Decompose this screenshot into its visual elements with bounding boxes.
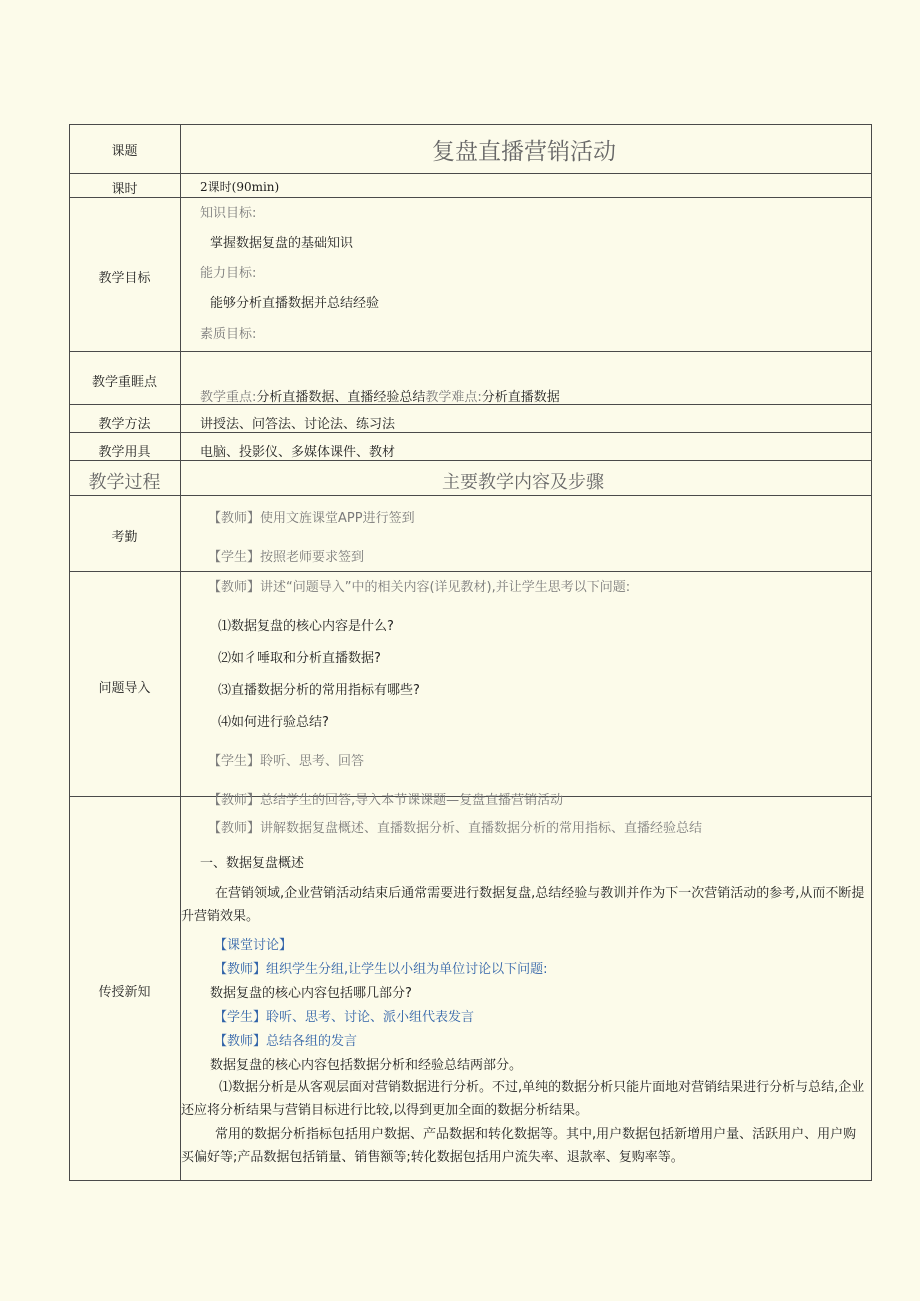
intro-question: ⑷如何进行验总结? [218,715,329,730]
attendance-student: 【学生】按照老师要求签到 [208,550,365,565]
ability-goal-text: 能够分析直播数据并总结经验 [210,296,380,311]
row-divider [69,197,872,198]
intro-question: ⑶直播数据分析的常用指标有哪些? [218,683,420,698]
process-header-left: 教学过程 [88,472,161,493]
intro-label: 问题导入 [98,681,151,696]
key-points-line [200,386,560,405]
topic-label: 课题 [111,144,138,159]
key-points-label: 教学重睚点 [91,375,157,390]
row-divider [69,495,872,496]
nk-teacher-organize: 【教师】组织学生分组,让学生以小组为单位讨论以下问题: [214,962,548,977]
methods-label: 教学方法 [98,417,151,432]
objectives-label: 教学目标 [98,271,151,286]
row-divider [69,173,872,174]
attendance-teacher: 【教师】使用文旌课堂APP进行签到 [208,511,415,526]
row-divider [69,460,872,461]
nk-section-title: 一、数据复盘概述 [200,856,305,871]
row-divider [69,432,872,433]
new-knowledge-label: 传授新知 [98,985,151,1000]
nk-answer: 数据复盘的核心内容包括数据分析和经验总结两部分。 [210,1058,523,1073]
nk-teacher-summary: 【教师】总结各组的发言 [214,1034,358,1049]
intro-question: ⑴数据复盘的核心内容是什么? [218,619,394,634]
methods-value: 讲授法、问答法、讨论法、练习法 [200,417,396,432]
focus-title: 教学重点: [200,390,257,405]
intro-question: ⑵如彳唾取和分析直播数据? [218,651,381,666]
tools-value: 电脑、投影仪、多媒体课件、教材 [200,445,396,460]
difficulty-text: 分析直播数据 [481,390,560,405]
row-divider [69,351,872,352]
intro-content [181,572,871,808]
intro-teacher-summary: 【教师】总结学生的回答,导入本节课课题—复盘直播营销活动 [208,793,564,808]
page-title: 复盘直播营销活动 [432,139,616,165]
tools-label: 教学用具 [98,445,151,460]
lesson-plan-table [69,124,872,1181]
table-border-top [69,124,872,125]
hours-label: 课时 [111,182,138,197]
nk-paragraph-1: 在营销领域,企业营销活动结束后通常需要进行数据复盘,总结经验与教训并作为下一次营销活动的参考,从而不断提升营销效果。 [181,886,865,924]
nk-student: 【学生】聆听、思考、讨论、派小组代表发言 [214,1010,475,1025]
nk-question: 数据复盘的核心内容包括哪几部分? [210,986,412,1001]
quality-goal-title: 素质目标: [200,327,257,342]
table-border-right [871,124,872,1181]
focus-text: 分析直播数据、直播经验总结 [256,390,426,405]
nk-teacher-intro: 【教师】讲解数据复盘概述、直播数据分析、直播数据分析的常用指标、直播经验总结 [208,821,703,836]
nk-paragraph-3: 常用的数据分析指标包括用户数据、产品数据和转化数据等。其中,用户数据包括新增用户量、活跃用户、用户购买偏好等;产品数据包括销量、销售额等;转化数据包括用户流失率、退款率、复购率等。 [181,1127,857,1165]
intro-teacher: 【教师】讲述“问题导入”中的相关内容(详见教材),并让学生思考以下问题: [208,580,631,595]
nk-discussion: 【课堂讨论】 [214,938,293,953]
difficulty-title: 教学难点: [425,390,482,405]
intro-student: 【学生】聆听、思考、回答 [208,754,365,769]
nk-paragraph-2: ⑴数据分析是从客观层面对营销数据进行分析。不过,单纯的数据分析只能片面地对营销结果进行分析与总结,企业还应将分析结果与营销目标进行比较,以得到更加全面的数据分析结果。 [181,1080,865,1118]
table-border-bottom [69,1180,872,1181]
ability-goal-title: 能力目标: [200,266,257,281]
hours-value: 2课时(90min) [200,180,280,194]
process-header-right: 主要教学内容及步骤 [442,472,604,493]
knowledge-goal-title: 知识目标: [200,206,257,221]
attendance-label: 考勤 [111,530,138,545]
knowledge-goal-text: 掌握数据复盘的基础知识 [210,236,354,251]
